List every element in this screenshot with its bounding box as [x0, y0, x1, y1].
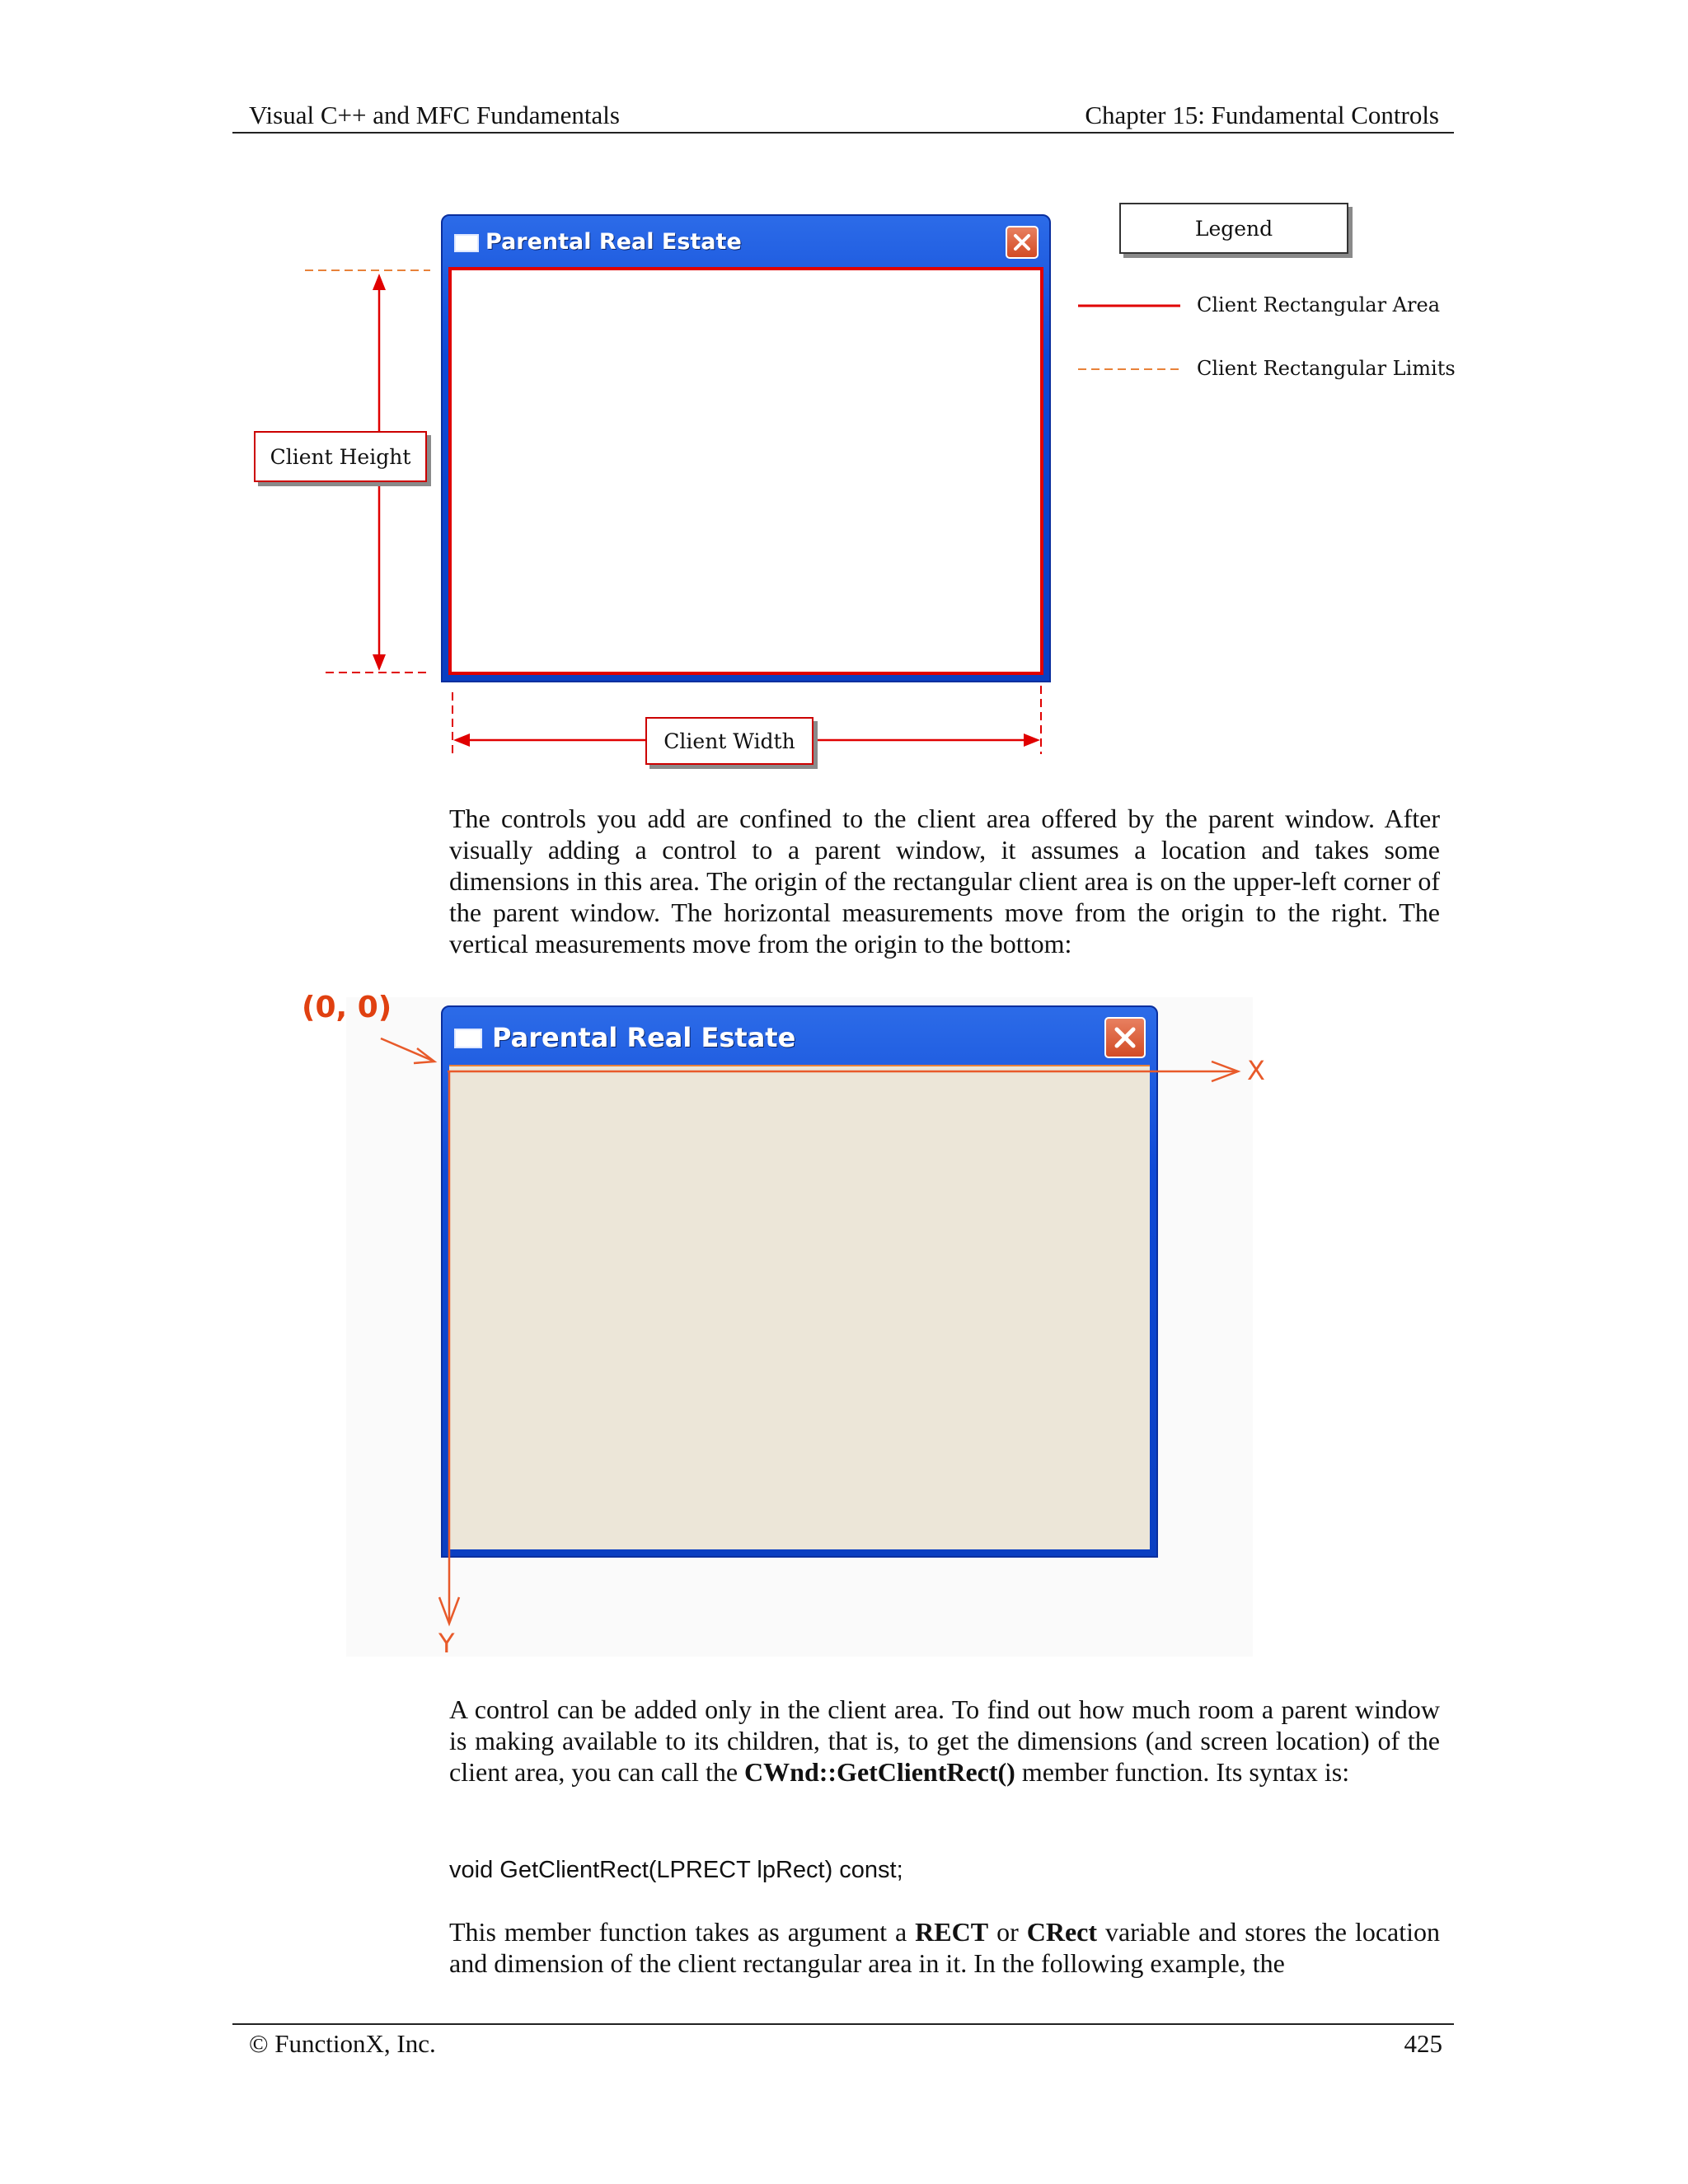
crect-type-name: CRect — [1026, 1917, 1097, 1947]
figure-coordinate-diagram — [0, 972, 1688, 1665]
paragraph3-text-1: This member function takes as argument a — [449, 1917, 916, 1947]
page-number: 425 — [1404, 2029, 1442, 2058]
width-arrow-left — [453, 733, 470, 747]
paragraph-rect-argument — [449, 1916, 1440, 1979]
client-width-label: Client Width — [645, 717, 814, 765]
getclientrect-function-name: CWnd::GetClientRect() — [744, 1757, 1015, 1787]
header-book-title: Visual C++ and MFC Fundamentals — [249, 101, 620, 129]
legend-item-client-area: Client Rectangular Area — [1197, 293, 1440, 316]
figure-client-area-diagram — [0, 0, 1688, 775]
rect-type-name: RECT — [915, 1917, 989, 1947]
footer-copyright: © FunctionX, Inc. — [249, 2029, 436, 2058]
height-arrow-up — [373, 274, 386, 290]
y-axis-label: Y — [438, 1628, 455, 1659]
header-chapter-title: Chapter 15: Fundamental Controls — [1085, 101, 1439, 129]
origin-label: (0, 0) — [302, 991, 392, 1024]
code-syntax: void GetClientRect(LPRECT lpRect) const; — [449, 1857, 903, 1883]
x-axis-label: X — [1247, 1055, 1265, 1086]
window-title: Parental Real Estate — [492, 1022, 796, 1053]
height-arrow-down — [373, 654, 386, 671]
origin-pointer-head — [414, 1048, 434, 1063]
legend-item-client-limits: Client Rectangular Limits — [1197, 357, 1456, 380]
figure2-axes — [0, 972, 1688, 1665]
client-height-label: Client Height — [254, 431, 427, 482]
paragraph-getclientrect — [449, 1694, 1440, 1788]
origin-pointer-line — [381, 1038, 433, 1061]
footer-rule — [232, 2023, 1454, 2025]
paragraph2-text-1: A control can be added only in the client area. To find out how much room a parent window is making available to its children, that is, to get the dimensions (and screen location) of the client area, you can call the — [449, 1694, 1440, 1787]
figure1-annotations — [0, 0, 1688, 775]
paragraph-client-area: The controls you add are confined to the client area offered by the parent window. After visually adding a control to a parent window, it assumes a location and takes some dimensions in this area. The origin of the rectangular client area is on the upper-left corner of the parent window. The horizontal measurements move from the origin to the right. The vertical measurements move from the origin to the bottom: — [449, 804, 1440, 958]
legend-title-box: Legend — [1119, 203, 1348, 254]
paragraph3-text-2: or — [988, 1917, 1027, 1947]
window-title: Parental Real Estate — [485, 229, 742, 255]
paragraph2-text-2: member function. Its syntax is: — [1015, 1757, 1350, 1787]
width-arrow-right — [1024, 733, 1040, 747]
paragraph3-text-3: variable and stores the location and dimension of the client rectangular area in it. In the following example, the — [449, 1917, 1441, 1978]
